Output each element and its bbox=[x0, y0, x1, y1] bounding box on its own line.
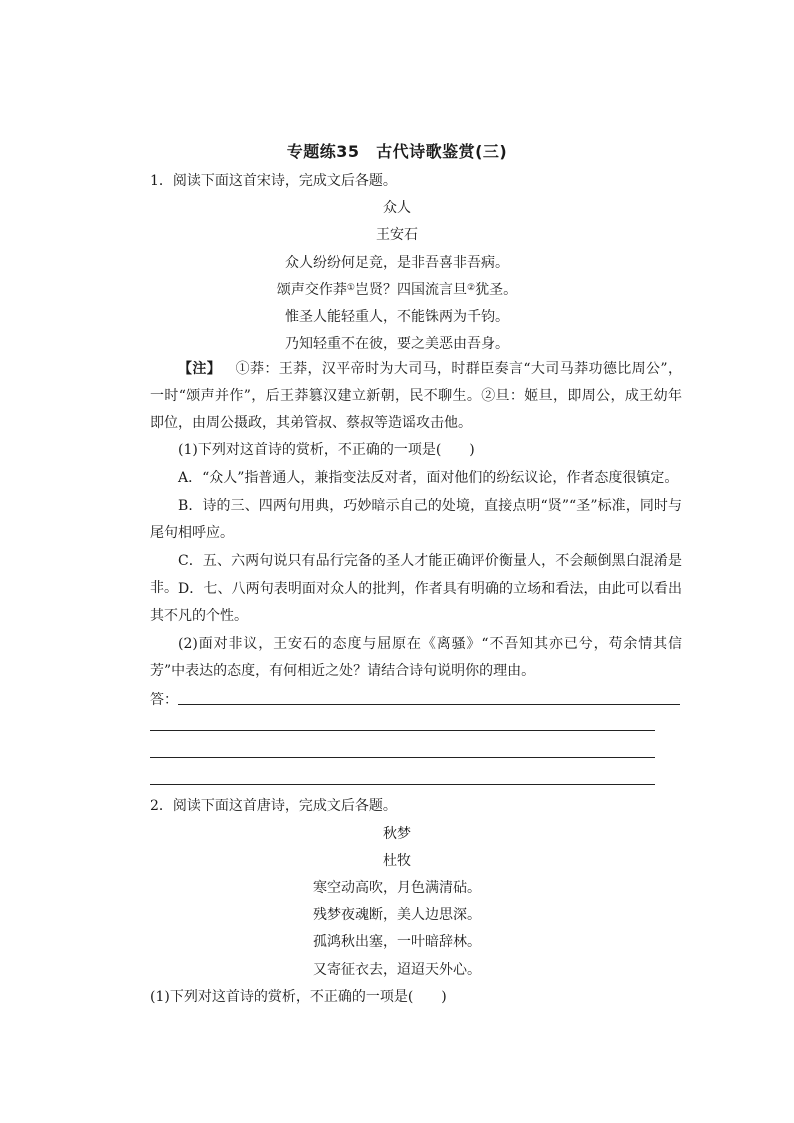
note-text: ①莽：王莽，汉平帝时为大司马，时群臣奏言“大司马莽功德比周公”，一时“颂声并作”，后王莽篡汉建立新朝，民不聊生。②旦：姬旦，即周公，成王幼年即位，由周公摄政，其弟管叔、蔡叔等造谣攻击他。 bbox=[150, 361, 682, 431]
q2-poem-author: 杜牧 bbox=[383, 853, 411, 869]
q1-poem-line-1: 众人纷纷何足竞，是非吾喜非吾病。 bbox=[285, 255, 509, 271]
note-marker-2: ② bbox=[467, 283, 476, 293]
q1-poem-line-2 bbox=[0, 281, 794, 299]
answer-line-3[interactable] bbox=[150, 757, 655, 758]
q1-poem-line-2a: 颂声交作莽 bbox=[276, 282, 347, 298]
q1-poem-line-4: 乃知轻重不在彼，要之美恶由吾身。 bbox=[285, 336, 509, 352]
answer-line-4[interactable] bbox=[150, 784, 655, 785]
answer-line-1[interactable] bbox=[178, 704, 680, 705]
note-label: 【注】 bbox=[178, 361, 222, 377]
answer-label: 答： bbox=[150, 692, 178, 708]
q2-intro: 2．阅读下面这首唐诗，完成文后各题。 bbox=[150, 798, 397, 814]
q1-intro: 1．阅读下面这首宋诗，完成文后各题。 bbox=[150, 173, 397, 189]
q2-poem-line-4: 又寄征衣去，迢迢天外心。 bbox=[313, 962, 481, 978]
q2-poem-line-1: 寒空动高吹，月色满清砧。 bbox=[313, 880, 481, 896]
q1-note bbox=[150, 356, 682, 437]
q2-poem-line-3: 孤鸿秋出塞，一叶暗辞林。 bbox=[313, 934, 481, 950]
answer-line-2[interactable] bbox=[150, 730, 655, 731]
q1-option-c: C．五、六两句说只有品行完备的圣人才能正确评价衡量人，不会颠倒黑白混淆是非。 bbox=[150, 553, 682, 596]
note-marker-1: ① bbox=[346, 283, 355, 293]
q1-poem-line-2c: 犹圣。 bbox=[475, 282, 518, 298]
q1-option-b: B．诗的三、四两句用典，巧妙暗示自己的处境，直接点明“贤”“圣”标准，同时与尾句相呼应。 bbox=[150, 498, 682, 541]
q1-option-a: A．“众人”指普通人，兼指变法反对者，面对他们的纷纭议论，作者态度很镇定。 bbox=[178, 470, 679, 486]
q1-poem-line-3: 惟圣人能轻重人，不能铢两为千钧。 bbox=[285, 309, 509, 325]
document-title: 专题练35 古代诗歌鉴赏(三) bbox=[286, 142, 508, 161]
q1-poem-title: 众人 bbox=[383, 200, 411, 216]
q2-poem-line-2: 残梦夜魂断，美人边思深。 bbox=[313, 907, 481, 923]
q2-poem-title: 秋梦 bbox=[383, 826, 411, 842]
q1-sub2-stem: (2)面对非议，王安石的态度与屈原在《离骚》“不吾知其亦已兮，苟余情其信芳”中表达的态度，有何相近之处？请结合诗句说明你的理由。 bbox=[150, 636, 682, 679]
q1-poem-line-2b: 岂贤？四国流言旦 bbox=[355, 282, 467, 298]
q1-poem-author: 王安石 bbox=[376, 227, 418, 243]
q2-sub1-stem: (1)下列对这首诗的赏析，不正确的一项是( ) bbox=[150, 989, 447, 1005]
q1-sub1-stem: (1)下列对这首诗的赏析，不正确的一项是( ) bbox=[178, 442, 475, 458]
q1-option-d: D．七、八两句表明面对众人的批判，作者具有明确的立场和看法，由此可以看出其不凡的个性。 bbox=[150, 581, 682, 624]
